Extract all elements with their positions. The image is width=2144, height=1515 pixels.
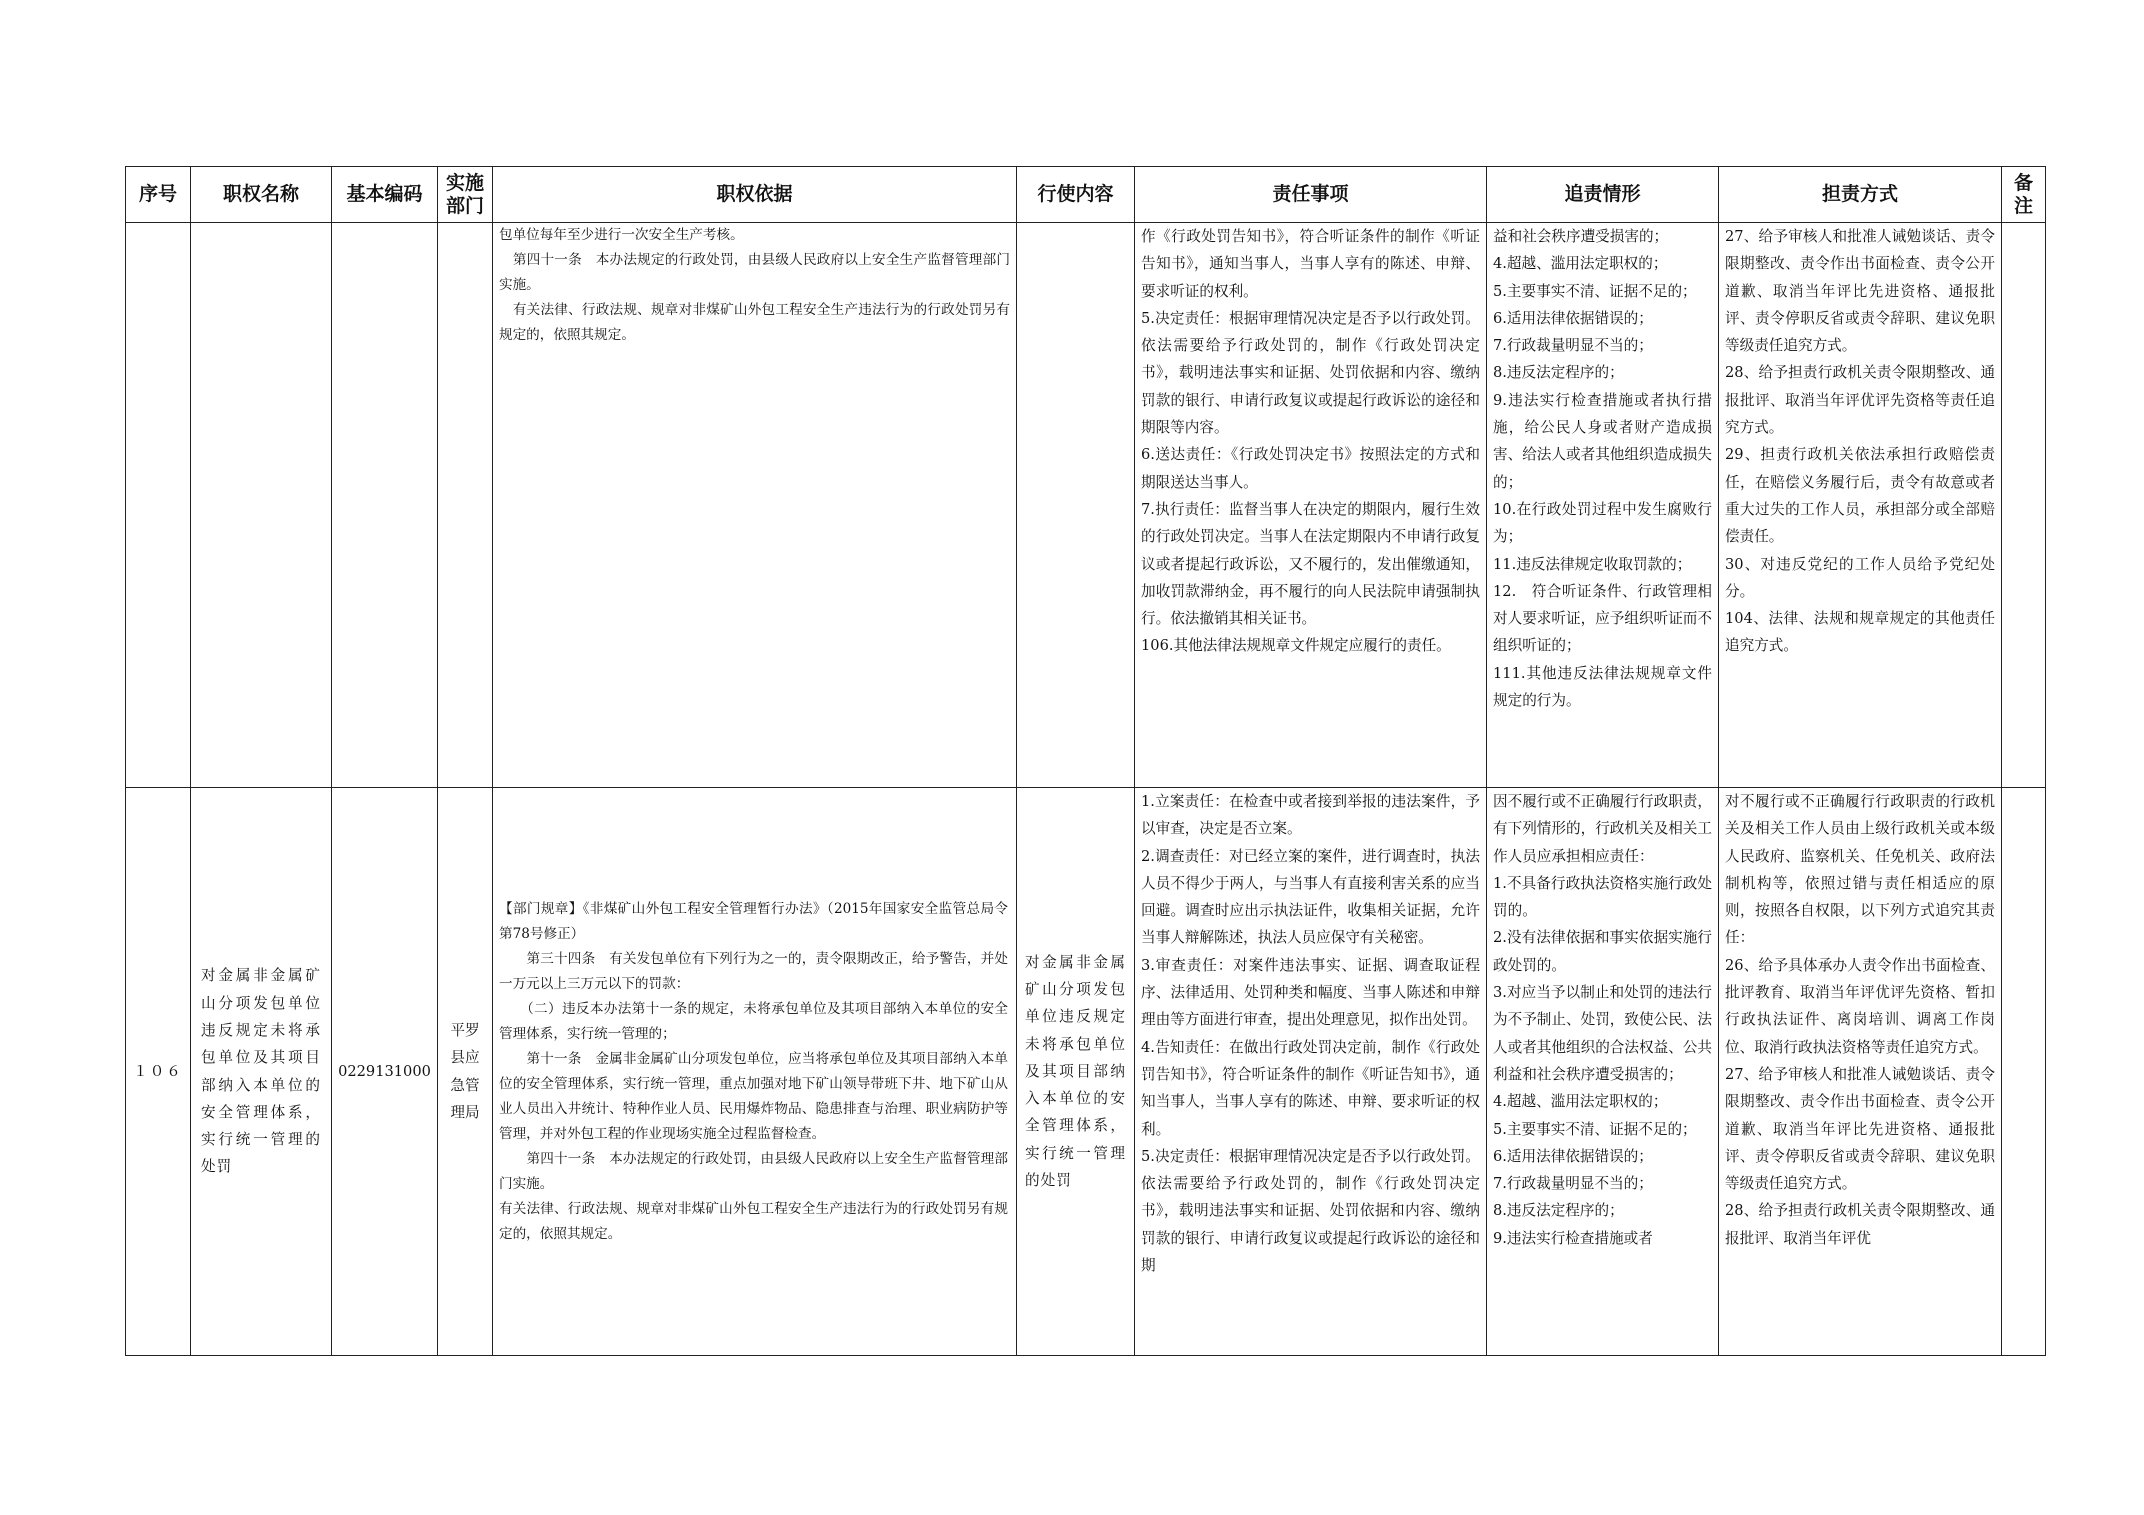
header-name: 职权名称 <box>191 167 332 223</box>
cell-duty: 作《行政处罚告知书》，符合听证条件的制作《听证告知书》，通知当事人，当事人享有的陈述、申辩、要求听证的权利。 5.决定责任：根据审理情况决定是否予以行政处罚。依法需要给予行政处罚的，制作《行政处罚决定书》，载明违法事实和证据、处罚依据和内容、缴纳罚款的银行、申请行政复议或提起行政诉讼的途径和期限等内容。 6.送达责任：《行政处罚决定书》按照法定的方式和期限送达当事人。 7.执行责任：监督当事人在决定的期限内，履行生效的行政处罚决定。当事人在法定期限内不申请行政复议或者提起行政诉讼，又不履行的，发出催缴通知，加收罚款滞纳金，再不履行的向人民法院申请强制执行。依法撤销其相关证书。 106.其他法律法规规章文件规定应履行的责任。 <box>1135 223 1487 788</box>
cell-dept: 平罗县应急管理局 <box>438 788 493 1356</box>
header-responsibility: 担责方式 <box>1719 167 2002 223</box>
cell-dept <box>438 223 493 788</box>
cell-basis: 包单位每年至少进行一次安全生产考核。 第四十一条 本办法规定的行政处罚，由县级人民政府以上安全生产监督管理部门实施。 有关法律、行政法规、规章对非煤矿山外包工程安全生产违法行为的行政处罚另有规定的，依照其规定。 <box>493 223 1017 788</box>
cell-code <box>332 223 438 788</box>
power-list-table <box>125 166 2046 1356</box>
cell-remark <box>2002 788 2046 1356</box>
cell-basis: 【部门规章】《非煤矿山外包工程安全管理暂行办法》（2015年国家安全监管总局令第78号修正） 第三十四条 有关发包单位有下列行为之一的，责令限期改正，给予警告，并处一万元以上三万元以下的罚款： （二）违反本办法第十一条的规定，未将承包单位及其项目部纳入本单位的安全管理体系，实行统一管理的； 第十一条 金属非金属矿山分项发包单位，应当将承包单位及其项目部纳入本单位的安全管理体系，实行统一管理，重点加强对地下矿山领导带班下井、地下矿山从业人员出入井统计、特种作业人员、民用爆炸物品、隐患排查与治理、职业病防护等管理，并对外包工程的作业现场实施全过程监督检查。 第四十一条 本办法规定的行政处罚，由县级人民政府以上安全生产监督管理部门实施。 有关法律、行政法规、规章对非煤矿山外包工程安全生产违法行为的行政处罚另有规定的，依照其规定。 <box>493 788 1017 1356</box>
cell-seq <box>126 223 191 788</box>
header-code: 基本编码 <box>332 167 438 223</box>
header-dept: 实施部门 <box>438 167 493 223</box>
cell-responsibility: 27、给予审核人和批准人诫勉谈话、责令限期整改、责令作出书面检查、责令公开道歉、取消当年评比先进资格、通报批评、责令停职反省或责令辞职、建议免职等级责任追究方式。 28、给予担责行政机关责令限期整改、通报批评、取消当年评优评先资格等责任追究方式。 29、担责行政机关依法承担行政赔偿责任，在赔偿义务履行后，责令有故意或者重大过失的工作人员，承担部分或全部赔偿责任。 30、对违反党纪的工作人员给予党纪处分。 104、法律、法规和规章规定的其他责任追究方式。 <box>1719 223 2002 788</box>
cell-content: 对金属非金属矿山分项发包单位违反规定未将承包单位及其项目部纳入本单位的安全管理体系，实行统一管理的处罚 <box>1017 788 1135 1356</box>
cell-name: 对金属非金属矿山分项发包单位违反规定未将承包单位及其项目部纳入本单位的安全管理体系，实行统一管理的处罚 <box>191 788 332 1356</box>
cell-seq: １０６ <box>126 788 191 1356</box>
table-row <box>126 223 2046 788</box>
cell-accountability: 因不履行或不正确履行行政职责，有下列情形的，行政机关及相关工作人员应承担相应责任： 1.不具备行政执法资格实施行政处罚的。 2.没有法律依据和事实依据实施行政处罚的。 3.对应当予以制止和处罚的违法行为不予制止、处罚，致使公民、法人或者其他组织的合法权益、公共利益和社会秩序遭受损害的； 4.超越、滥用法定职权的； 5.主要事实不清、证据不足的； 6.适用法律依据错误的； 7.行政裁量明显不当的； 8.违反法定程序的； 9.违法实行检查措施或者 <box>1487 788 1719 1356</box>
header-row <box>126 167 2046 223</box>
cell-name <box>191 223 332 788</box>
cell-duty: 1.立案责任：在检查中或者接到举报的违法案件，予以审查，决定是否立案。 2.调查责任：对已经立案的案件，进行调查时，执法人员不得少于两人，与当事人有直接利害关系的应当回避。调查时应出示执法证件，收集相关证据，允许当事人辩解陈述，执法人员应保守有关秘密。 3.审查责任：对案件违法事实、证据、调查取证程序、法律适用、处罚种类和幅度、当事人陈述和申辩理由等方面进行审查，提出处理意见，拟作出处罚。 4.告知责任：在做出行政处罚决定前，制作《行政处罚告知书》，符合听证条件的制作《听证告知书》，通知当事人，当事人享有的陈述、申辩、要求听证的权利。 5.决定责任：根据审理情况决定是否予以行政处罚。依法需要给予行政处罚的，制作《行政处罚决定书》，载明违法事实和证据、处罚依据和内容、缴纳罚款的银行、申请行政复议或提起行政诉讼的途径和期 <box>1135 788 1487 1356</box>
cell-content <box>1017 223 1135 788</box>
cell-accountability: 益和社会秩序遭受损害的； 4.超越、滥用法定职权的； 5.主要事实不清、证据不足的； 6.适用法律依据错误的； 7.行政裁量明显不当的； 8.违反法定程序的； 9.违法实行检查措施或者执行措施，给公民人身或者财产造成损害、给法人或者其他组织造成损失的； 10.在行政处罚过程中发生腐败行为； 11.违反法律规定收取罚款的； 12. 符合听证条件、行政管理相对人要求听证，应予组织听证而不组织听证的； 111.其他违反法律法规规章文件规定的行为。 <box>1487 223 1719 788</box>
header-basis: 职权依据 <box>493 167 1017 223</box>
cell-code: 0229131000 <box>332 788 438 1356</box>
header-seq: 序号 <box>126 167 191 223</box>
header-remark: 备注 <box>2002 167 2046 223</box>
table-row <box>126 788 2046 1356</box>
header-content: 行使内容 <box>1017 167 1135 223</box>
cell-responsibility: 对不履行或不正确履行行政职责的行政机关及相关工作人员由上级行政机关或本级人民政府、监察机关、任免机关、政府法制机构等，依照过错与责任相适应的原则，按照各自权限，以下列方式追究其责任： 26、给予具体承办人责令作出书面检查、批评教育、取消当年评优评先资格、暂扣行政执法证件、离岗培训、调离工作岗位、取消行政执法资格等责任追究方式。 27、给予审核人和批准人诫勉谈话、责令限期整改、责令作出书面检查、责令公开道歉、取消当年评比先进资格、通报批评、责令停职反省或责令辞职、建议免职等级责任追究方式。 28、给予担责行政机关责令限期整改、通报批评、取消当年评优 <box>1719 788 2002 1356</box>
header-duty: 责任事项 <box>1135 167 1487 223</box>
cell-remark <box>2002 223 2046 788</box>
header-accountability: 追责情形 <box>1487 167 1719 223</box>
